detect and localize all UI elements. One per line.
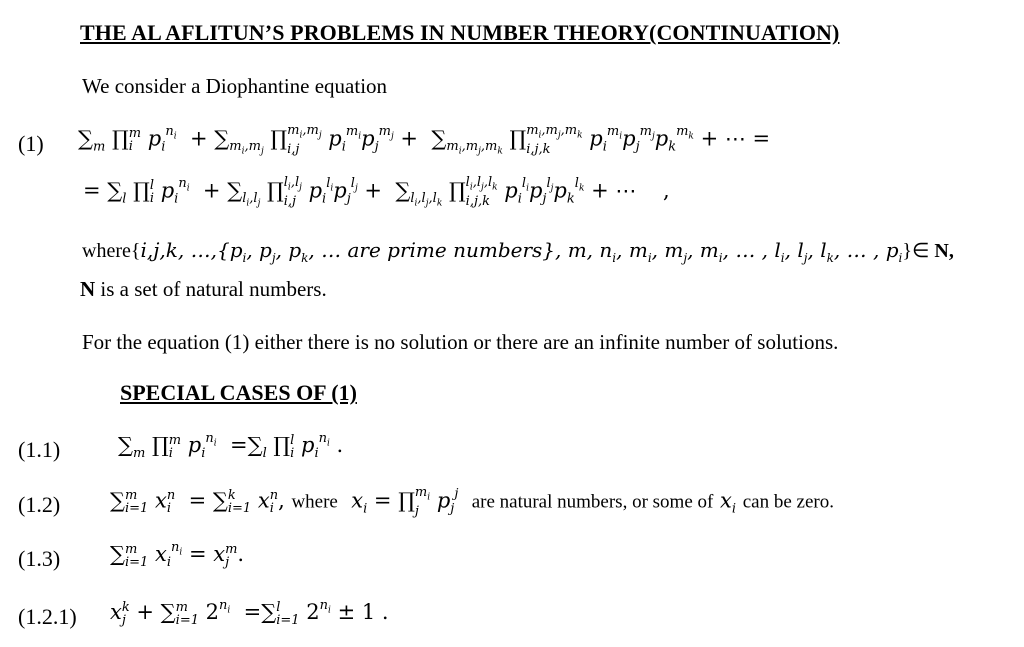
intro-text: We consider a Diophantine equation: [82, 74, 388, 98]
equation-number-1: (1): [18, 131, 44, 156]
natural-numbers-text: are natural numbers, or some of: [471, 491, 714, 513]
equation-number-1-1: (1.1): [18, 437, 61, 462]
equation-1-line-2: = $\sum_l$ ∏ l i $p_i^{n_i} + \sum_{l_i,l_j}$ ∏ $l_i,l_j$ i,j $p_i^{l_i}p_j^{l_j} + \sum_{l_i,l_j,l_k}$ ∏ $l_i,l_j,l_k$ i,j,k $p_i^{l_i}p_j^{l_j}p_k^{l_k}$ + ⋯ ,: [83, 175, 670, 209]
equation-1-line-1: $\sum_m$ ∏ m i $p_i^{n_i} + \sum_{m_i,m_j}$ ∏ $m_i,m_j$ i,j $p_i^{m_i}p_j^{m_j} + \sum_{m_i,m_j,m_k}$ ∏ $m_i,m_j,m_k$ i,j,k $p_i^{m_i}p_j^{m_j}p_k^{m_k}$ + ⋯ =: [78, 123, 771, 157]
where-word: where: [291, 491, 338, 513]
equation-1-3: ∑ m i=1 $x_i^{n_i} = x$ m j .: [110, 540, 245, 570]
equation-1-2: ∑ m i=1 x n i = ∑ k i=1 x n i , where $x_i$ = ∏ $m_i$ j $p_j^j$ are natural numbers, or some of $x_i$ can be zero.: [110, 485, 834, 519]
special-cases-heading: SPECIAL CASES OF (1): [120, 380, 357, 405]
equation-1-2-1: x k j + ∑ m i=1 $2^{n_i}$ =∑ l i=1 $2^{n_i} \pm 1$ .: [110, 598, 389, 628]
page-title: THE AL AFLITUN’S PROBLEMS IN NUMBER THEORY(CONTINUATION): [80, 20, 840, 45]
equation-number-1-3: (1.3): [18, 546, 61, 571]
equation-number-1-2: (1.2): [18, 492, 61, 517]
natural-numbers-note: N is a set of natural numbers.: [80, 277, 327, 301]
where-clause: where{i,j,k, $\dots,\{p_i$, $p_j$, $p_k$, … are prime numbers}, m, $n_i$, $m_i$, $m_j$, $m_i$, … , $l_i$, $l_j$, $l_k$, … , $p_i\}\in$ N,: [82, 238, 954, 265]
equation-number-1-2-1: (1.2.1): [18, 604, 77, 629]
can-be-zero-text: can be zero.: [742, 491, 834, 513]
statement: For the equation (1) either there is no solution or there are an infinite number of solutions.: [82, 330, 839, 354]
equation-1-1: $\sum_m$ ∏ m i $p_i^{n_i} =\sum_l$ ∏ l i $p_i^{n_i}$ .: [118, 431, 344, 461]
